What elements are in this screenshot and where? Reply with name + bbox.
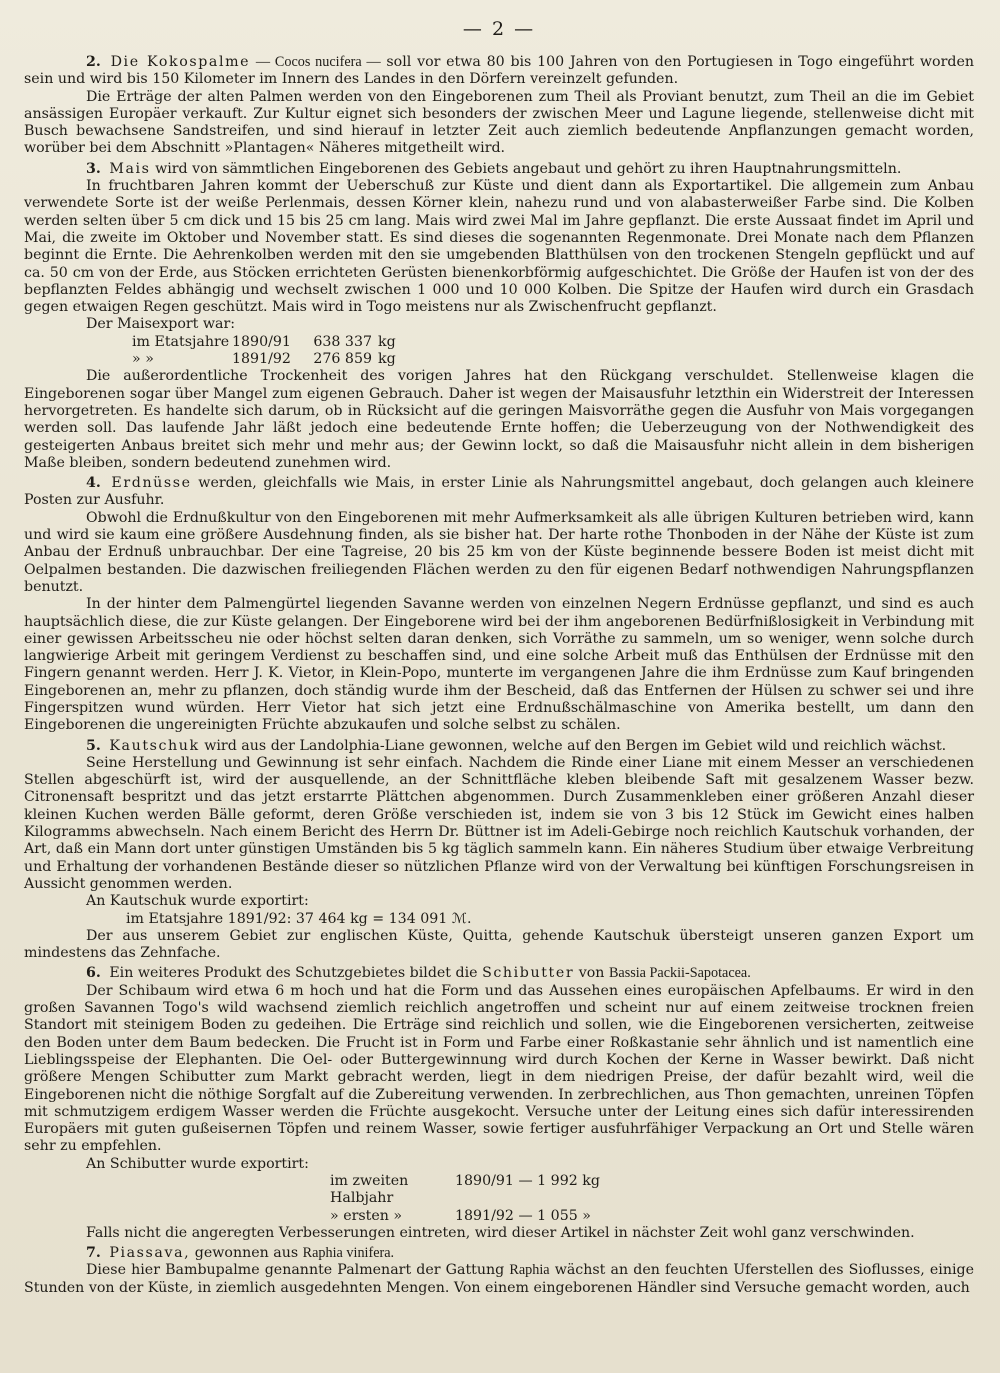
section-6-paragraph-1 <box>24 965 974 982</box>
section-7-text-b: wächst an den feuchten Uferstellen des Sioflusses, einige Stunden von der Küste, in ziemlich ausgedehnten Mengen. Von einem eingeborenen Händler sind Versuche gemacht worden, auch <box>24 1262 974 1296</box>
section-4-text: werden, gleichfalls wie Mais, in erster Linie als Nahrungsmittel angebaut, doch gelangen auch kleinere Posten zur Ausfuhr. <box>24 475 975 509</box>
section-6-heading: Schibutter <box>482 965 575 982</box>
mais-row-2-amount: 276 859 <box>313 351 372 368</box>
kautschuk-export-line: im Etatsjahre 1891/92: 37 464 kg = 134 091 ℳ. <box>126 910 472 927</box>
schibutter-export-row-2 <box>24 1208 974 1225</box>
section-7-paragraph-1 <box>24 1245 974 1262</box>
section-7-number: 7. <box>86 1245 101 1262</box>
section-3-number: 3. <box>86 160 101 177</box>
mais-row-1-year: 1890/91 <box>232 333 291 350</box>
section-3-paragraph-3: Die außerordentliche Trockenheit des vorigen Jahres hat den Rückgang verschuldet. Stellenweise klagen die Eingeborenen sogar über Mangel zum eigenen Gebrauch. Daher ist wegen der Maisausfuhr letzthin ein Widerstreit der Interessen hervorgetreten. Es handelte sich darum, ob in Rücksicht auf die geringen Maisvorräthe gegen die Ausfuhr von Mais vorgegangen werden soll. Das laufende Jahr läßt jedoch eine bedeutende Ernte hoffen; die Ueberzeugung von der Nothwendigkeit des gesteigerten Anbaus breitet sich mehr und mehr aus; der Gewinn lockt, so daß die Maisausfuhr nicht allein in dem bisherigen Maße bleiben, sondern bedeutend zunehmen wird. <box>24 368 974 471</box>
section-6-latin: Bassia Packii-Sapotacea. <box>608 965 751 982</box>
section-7-text: gewonnen aus <box>194 1245 299 1262</box>
section-2-heading: Die Kokospalme <box>110 54 251 70</box>
mais-row-1-amount: 638 337 <box>313 333 372 350</box>
section-6-export-label: An Schibutter wurde exportirt: <box>86 1155 309 1172</box>
section-5-paragraph-3: Der aus unserem Gebiet zur englischen Küste, Quitta, gehende Kautschuk übersteigt unseren ganzen Export um mindestens das Zehnfache. <box>24 927 974 962</box>
section-3-heading: Mais <box>109 160 151 177</box>
section-4-paragraph-2: Obwohl die Erdnußkultur von den Eingeborenen mit mehr Aufmerksamkeit als alle übrigen Kulturen betrieben wird, kann und wird sie kaum eine größere Ausdehnung finden, als sie bisher hat. Der harte rothe Thonboden in der Nähe der Küste ist zum Anbau der Erdnuß unbrauchbar. Der eine Tagreise, 20 bis 25 km von der Küste beginnende bessere Boden ist meist dicht mit Oelpalmen bestanden. Die dazwischen freiliegenden Flächen werden zu den für eigenen Bedarf nothwendigen Nahrungspflanzen benutzt. <box>24 509 974 595</box>
section-7-paragraph-2 <box>24 1262 974 1297</box>
section-4-paragraph-1 <box>24 475 974 510</box>
section-5-paragraph-2: Seine Herstellung und Gewinnung ist sehr einfach. Nachdem die Rinde einer Liane mit einem Messer an verschiedenen Stellen abgeschürft ist, wird der ausquellende, an der Schnittfläche kleben bleibende Saft mit gesalzenem Wasser bezw. Citronensaft bespritzt und das jetzt erstarrte Plättchen abgenommen. Durch Zusammenkleben einer größeren Anzahl dieser kleinen Kuchen werden Bälle geformt, deren Größe verschieden ist, indem sie von 3 bis 12 Stück im Gewicht eines halben Kilogramms abwechseln. Nach einem Bericht des Herrn Dr. Büttner ist im Adeli-Gebirge noch reichlich Kautschuk vorhanden, der Art, daß ein Mann dort unter günstigen Umständen bis 5 kg täglich sammeln kann. Ein näheres Studium über etwaige Verbreitung und Erhaltung der vorhandenen Bestände dieser so nützlichen Pflanze wird von der Verwaltung bei künftigen Forschungsreisen in Aussicht genommen werden. <box>24 754 974 892</box>
section-5-text: wird aus der Landolphia-Liane gewonnen, welche auf den Bergen im Gebiet wild und reichlich wächst. <box>204 737 947 754</box>
schibutter-row-2-label: » ersten » <box>330 1207 403 1224</box>
mais-row-2-label: » » <box>132 351 154 368</box>
mais-row-1-unit: kg <box>378 333 396 350</box>
section-2-text: soll vor etwa 80 bis 100 Jahren von den Portugiesen in Togo eingeführt worden sein und wird bis 150 Kilometer im Innern des Landes in den Dörfern vereinzelt gefunden. <box>24 54 974 88</box>
mais-row-2-unit: kg <box>378 351 396 368</box>
section-4-paragraph-3: In der hinter dem Palmengürtel liegenden Savanne werden von einzelnen Negern Erdnüsse gepflanzt, und sind es auch hauptsächlich diese, die zur Küste gelangen. Der Eingeborene wird bei der ihm angeborenen Bedürfnißlosigkeit in Verbindung mit einer gewissen Arbeitsscheu nie oder höchst selten daran denken, sich Vorräthe zu sammeln, um so weniger, wenn solche durch langwierige Arbeit mit geringem Verdienst zu beschaffen sind, und eine solche Arbeit muß das Enthülsen der Erdnüsse mit den Fingern genannt werden. Herr J. K. Vietor, in Klein-Popo, munterte im vergangenen Jahre die ihm Erdnüsse zum Kauf bringenden Eingeborenen an, mehr zu pflanzen, doch ständig wurde ihm der Bescheid, daß das Entfernen der Hülsen zu schwer sei und ihre Fingerspitzen wund würden. Herr Vietor hat sich jetzt eine Erdnußschälmaschine von Amerika bestellt, um dann den Eingeborenen die ungereinigten Früchte abzukaufen und solche selbst zu schälen. <box>24 596 974 734</box>
mais-export-row-2 <box>24 351 974 368</box>
section-3-paragraph-2: In fruchtbaren Jahren kommt der Ueberschuß zur Küste und dient dann als Exportartikel. Die allgemein zum Anbau verwendete Sorte ist der weiße Perlenmais, dessen Körner klein, nahezu rund und von alabasterweißer Farbe sind. Die Kolben werden selten über 5 cm dick und 15 bis 25 cm lang. Mais wird zwei Mal im Jahre gepflanzt. Die erste Aussaat findet im April und Mai, die zweite im Oktober und November statt. Es sind dieses die sogenannten Regenmonate. Drei Monate nach dem Pflanzen beginnt die Ernte. Die Aehrenkolben werden mit den sie umgebenden Blatthülsen von den trockenen Stengeln gepflückt und auf ca. 50 cm von der Erde, aus Stöcken errichteten Gerüsten bienenkorbförmig aufgeschichtet. Die Größe der Haufen ist von der des bepflanzten Feldes abhängig und wechselt zwischen 1 000 und 10 000 Kolben. Die Spitze der Haufen wird durch ein Grasdach gegen etwaigen Regen geschützt. Mais wird in Togo meistens nur als Zwischenfrucht gepflanzt. <box>24 178 974 316</box>
section-2-paragraph-2: Die Erträge der alten Palmen werden von den Eingeborenen zum Theil als Proviant benutzt, zum Theil an die im Gebiet ansässigen Europäer verkauft. Zur Kultur eignet sich besonders der zwischen Meer und Lagune liegende, stellenweise dicht mit Busch bewachsene Sandstreifen, und sind hierauf in letzter Zeit auch ziemlich bedeutende Anpflanzungen gemacht worden, worüber bei dem Abschnitt »Plantagen« Näheres mitgetheilt wird. <box>24 88 974 157</box>
page-number: — 2 — <box>462 18 536 40</box>
schibutter-export-row-1 <box>24 1173 974 1208</box>
section-2-latin: — Cocos nucifera — <box>255 54 381 70</box>
section-6-text-a: Ein weiteres Produkt des Schutzgebietes bildet die <box>109 965 478 982</box>
section-7-heading: Piassava, <box>109 1245 191 1262</box>
section-7-text-a: Diese hier Bambupalme genannte Palmenart der Gattung <box>86 1262 505 1279</box>
section-6-text-b: von <box>578 965 605 982</box>
mais-row-1-label: im Etatsjahre <box>132 333 230 350</box>
section-3-export-label: Der Maisexport war: <box>86 316 236 333</box>
section-7-latin: Raphia vinifera. <box>302 1245 395 1262</box>
section-5-number: 5. <box>86 737 101 754</box>
section-3-text: wird von sämmtlichen Eingeborenen des Gebiets angebaut und gehört zu ihren Hauptnahrungsmitteln. <box>155 160 902 177</box>
section-4-heading: Erdnüsse <box>111 475 192 492</box>
schibutter-row-2-value: 1891/92 — 1 055 » <box>455 1207 591 1224</box>
section-3-paragraph-1 <box>24 161 974 178</box>
section-4-number: 4. <box>86 475 101 492</box>
section-2-number: 2. <box>86 54 101 70</box>
section-7-genus: Raphia <box>509 1262 550 1279</box>
section-5-heading: Kautschuk <box>109 737 200 754</box>
schibutter-export-table <box>24 1173 974 1225</box>
section-6-number: 6. <box>86 965 101 982</box>
mais-row-2-year: 1891/92 <box>232 351 291 368</box>
mais-export-table <box>24 334 974 369</box>
mais-export-row-1 <box>24 334 974 351</box>
schibutter-row-1-label: im zweiten Halbjahr <box>330 1173 409 1207</box>
section-5-export-label: An Kautschuk wurde exportirt: <box>86 893 309 910</box>
section-6-paragraph-2: Der Schibaum wird etwa 6 m hoch und hat die Form und das Aussehen eines europäischen Apfelbaums. Er wird in den großen Savannen Togo's wild wachsend ziemlich reichlich angetroffen und scheint nur auf einem zeitweise trocknen freien Standort mit steinigem Boden zu gedeihen. Die Erträge sind reichlich und sollen, wie die Eingeborenen versicherten, zeitweise den Boden unter dem Baum bedecken. Die Frucht ist in Form und Farbe einer Roßkastanie sehr ähnlich und ist namentlich eine Lieblingsspeise der Elephanten. Die Oel- oder Buttergewinnung wird durch Kochen der Kerne in Wasser bewirkt. Daß nicht größere Mengen Schibutter zum Markt gebracht werden, liegt in dem niedrigen Preise, der dafür bezahlt wird, weil die Eingeborenen nicht die nöthige Sorgfalt auf die Zubereitung verwenden. In zerbrechlichen, aus Thon gemachten, unreinen Töpfen mit schmutzigem erdigem Wasser werden die Früchte ausgekocht. Versuche unter der Leitung eines sich dafür interessirenden Europäers mit guten gußeisernen Töpfen und reinem Wasser, sowie fertiger ausfuhrfähiger Verpackung an Ort und Stelle wären sehr zu empfehlen. <box>24 982 974 1155</box>
schibutter-row-1-value: 1890/91 — 1 992 kg <box>455 1173 600 1189</box>
section-2-paragraph-1 <box>24 54 974 89</box>
section-6-paragraph-3: Falls nicht die angeregten Verbesserungen eintreten, wird dieser Artikel in nächster Zeit wohl ganz verschwinden. <box>86 1224 915 1241</box>
section-5-paragraph-1 <box>24 738 974 755</box>
